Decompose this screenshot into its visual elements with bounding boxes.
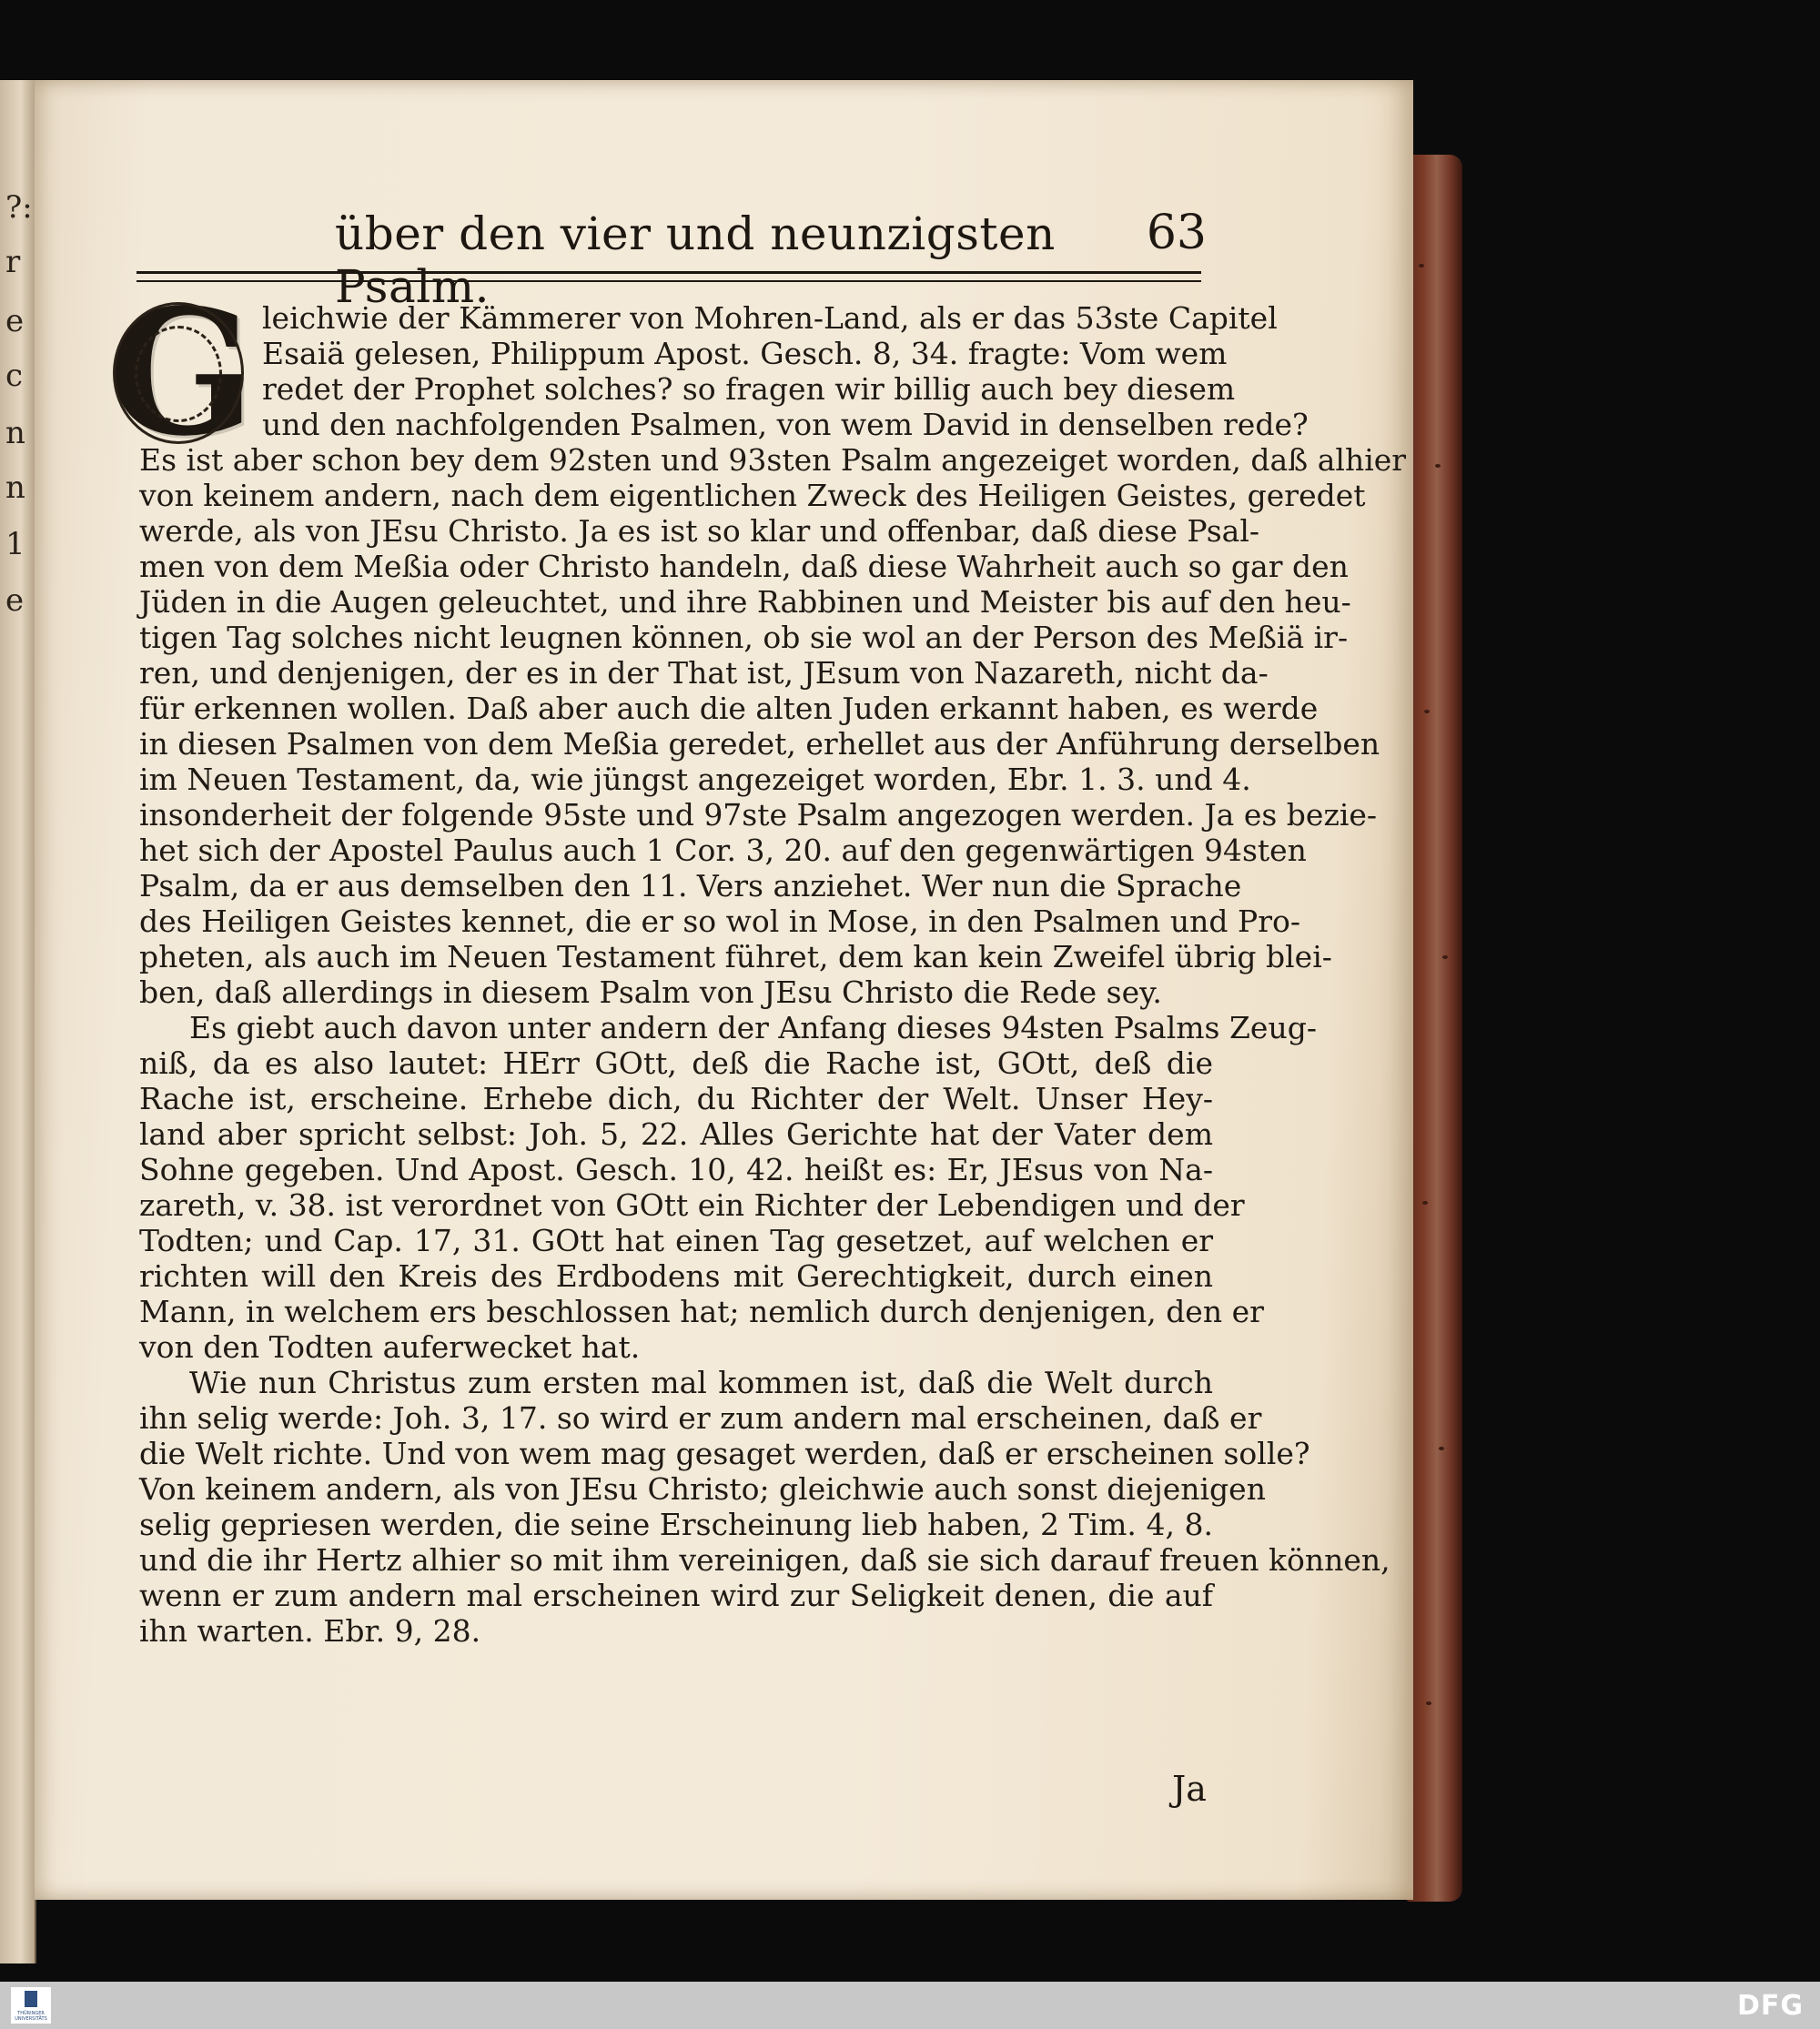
library-logo-icon [11,1987,51,2024]
text-line: Von keinem andern, als von JEsu Christo; gleichwie auch sonst diejenigen [139,1471,1266,1507]
text-line: im Neuen Testament, da, wie jüngst angezeiget worden, Ebr. 1. 3. und 4. [139,762,1251,797]
text-line: Es ist aber schon bey dem 92sten und 93sten Psalm angezeiget worden, daß alhier [139,442,1407,478]
adjacent-page-fragment: n [5,415,25,451]
text-line: men von dem Meßia oder Christo handeln, daß diese Wahrheit auch so gar den [139,549,1349,584]
text-line: von keinem andern, nach dem eigentlichen Zweck des Heiligen Geistes, geredet [139,478,1366,513]
text-line: ren, und denjenigen, der es in der That ist, JEsum von Nazareth, nicht da- [139,655,1269,691]
text-line: Es giebt auch davon unter andern der Anfang dieses 94sten Psalms Zeug- [189,1010,1317,1045]
text-line: het sich der Apostel Paulus auch 1 Cor. 3, 20. auf den gegenwärtigen 94sten [139,833,1307,868]
drop-cap-initial [107,271,256,474]
book-cover-edge [1406,155,1462,1902]
text-line: Mann, in welchem ers beschlossen hat; nemlich durch denjenigen, den er [139,1294,1264,1329]
text-line: von den Todten auferwecket hat. [139,1329,641,1365]
adjacent-page-fragment: r [5,244,21,280]
text-line: Esaiä gelesen, Philippum Apost. Gesch. 8, 34. fragte: Vom wem [262,336,1228,371]
running-title: über den vier und neunzigsten Psalm. [335,207,1056,313]
catchword: Ja [1172,1769,1207,1809]
text-line: und die ihr Hertz alhier so mit ihm vereinigen, daß sie sich darauf freuen können, [139,1542,1390,1578]
viewer-footer-bar [0,1982,1820,2029]
text-line: die Welt richte. Und von wem mag gesaget werden, daß er erscheinen solle? [139,1436,1310,1471]
header-rule [136,271,1201,282]
text-line: richten will den Kreis des Erdbodens mit Gerechtigkeit, durch einen [139,1258,1213,1294]
drop-cap-letter: G [107,271,256,474]
text-line: wenn er zum andern mal erscheinen wird zur Seligkeit denen, die auf [139,1578,1213,1613]
adjacent-page-fragment: e [5,582,25,619]
adjacent-page-fragment: e [5,303,25,339]
text-line: Jüden in die Augen geleuchtet, und ihre Rabbinen und Meister bis auf den heu- [139,584,1351,620]
library-logo-mark [25,1991,37,2007]
text-line: Psalm, da er aus demselben den 11. Vers anziehet. Wer nun die Sprache [139,868,1242,903]
text-line: selig gepriesen werden, die seine Erscheinung lieb haben, 2 Tim. 4, 8. [139,1507,1213,1542]
text-line: redet der Prophet solches? so fragen wir billig auch bey diesem [262,371,1236,407]
adjacent-page-fragment: n [5,469,25,506]
text-line: pheten, als auch im Neuen Testament führet, dem kan kein Zweifel übrig blei- [139,939,1332,974]
text-line: ben, daß allerdings in diesem Psalm von JEsu Christo die Rede sey. [139,974,1162,1010]
dfg-label: DFG [1736,1990,1804,2022]
text-line: ihn warten. Ebr. 9, 28. [139,1613,481,1649]
text-line: in diesen Psalmen von dem Meßia geredet, erhellet aus der Anführung derselben [139,726,1380,762]
text-line: Todten; und Cap. 17, 31. GOtt hat einen Tag gesetzet, auf welchen er [139,1223,1213,1258]
adjacent-page-fragment: c [5,358,24,394]
adjacent-page-fragment: 1 [5,526,25,562]
text-line: land aber spricht selbst: Joh. 5, 22. Alles Gerichte hat der Vater dem [139,1116,1213,1152]
text-line: Sohne gegeben. Und Apost. Gesch. 10, 42. heißt es: Er, JEsus von Na- [139,1152,1213,1187]
text-line: des Heiligen Geistes kennet, die er so wol in Mose, in den Psalmen und Pro- [139,903,1301,939]
text-line: Rache ist, erscheine. Erhebe dich, du Richter der Welt. Unser Hey- [139,1081,1213,1116]
text-line: leichwie der Kämmerer von Mohren-Land, als er das 53ste Capitel [262,300,1278,336]
text-line: niß, da es also lautet: HErr GOtt, deß die Rache ist, GOtt, deß die [139,1045,1213,1081]
page-header [144,206,1207,313]
text-line: und den nachfolgenden Psalmen, von wem David in denselben rede? [262,407,1309,442]
text-line: zareth, v. 38. ist verordnet von GOtt ein Richter der Lebendigen und der [139,1187,1245,1223]
text-line: ihn selig werde: Joh. 3, 17. so wird er zum andern mal erscheinen, daß er [139,1400,1262,1436]
text-line: Wie nun Christus zum ersten mal kommen ist, daß die Welt durch [189,1365,1213,1400]
book-page [35,80,1413,1900]
adjacent-page-edge [0,80,36,1963]
text-line: tigen Tag solches nicht leugnen können, ob sie wol an der Person des Meßiä ir- [139,620,1349,655]
text-line: insonderheit der folgende 95ste und 97ste Psalm angezogen werden. Ja es bezie- [139,797,1378,833]
page-number: 63 [1146,206,1207,260]
text-line: für erkennen wollen. Daß aber auch die alten Juden erkannt haben, es werde [139,691,1319,726]
drop-cap-flourish-icon [135,326,222,422]
text-line: werde, als von JEsu Christo. Ja es ist so klar und offenbar, daß diese Psal- [139,513,1260,549]
adjacent-page-fragment: ?: [5,189,33,226]
library-logo-text: THÜRINGER UNIVERSITÄTS [15,2011,47,2022]
